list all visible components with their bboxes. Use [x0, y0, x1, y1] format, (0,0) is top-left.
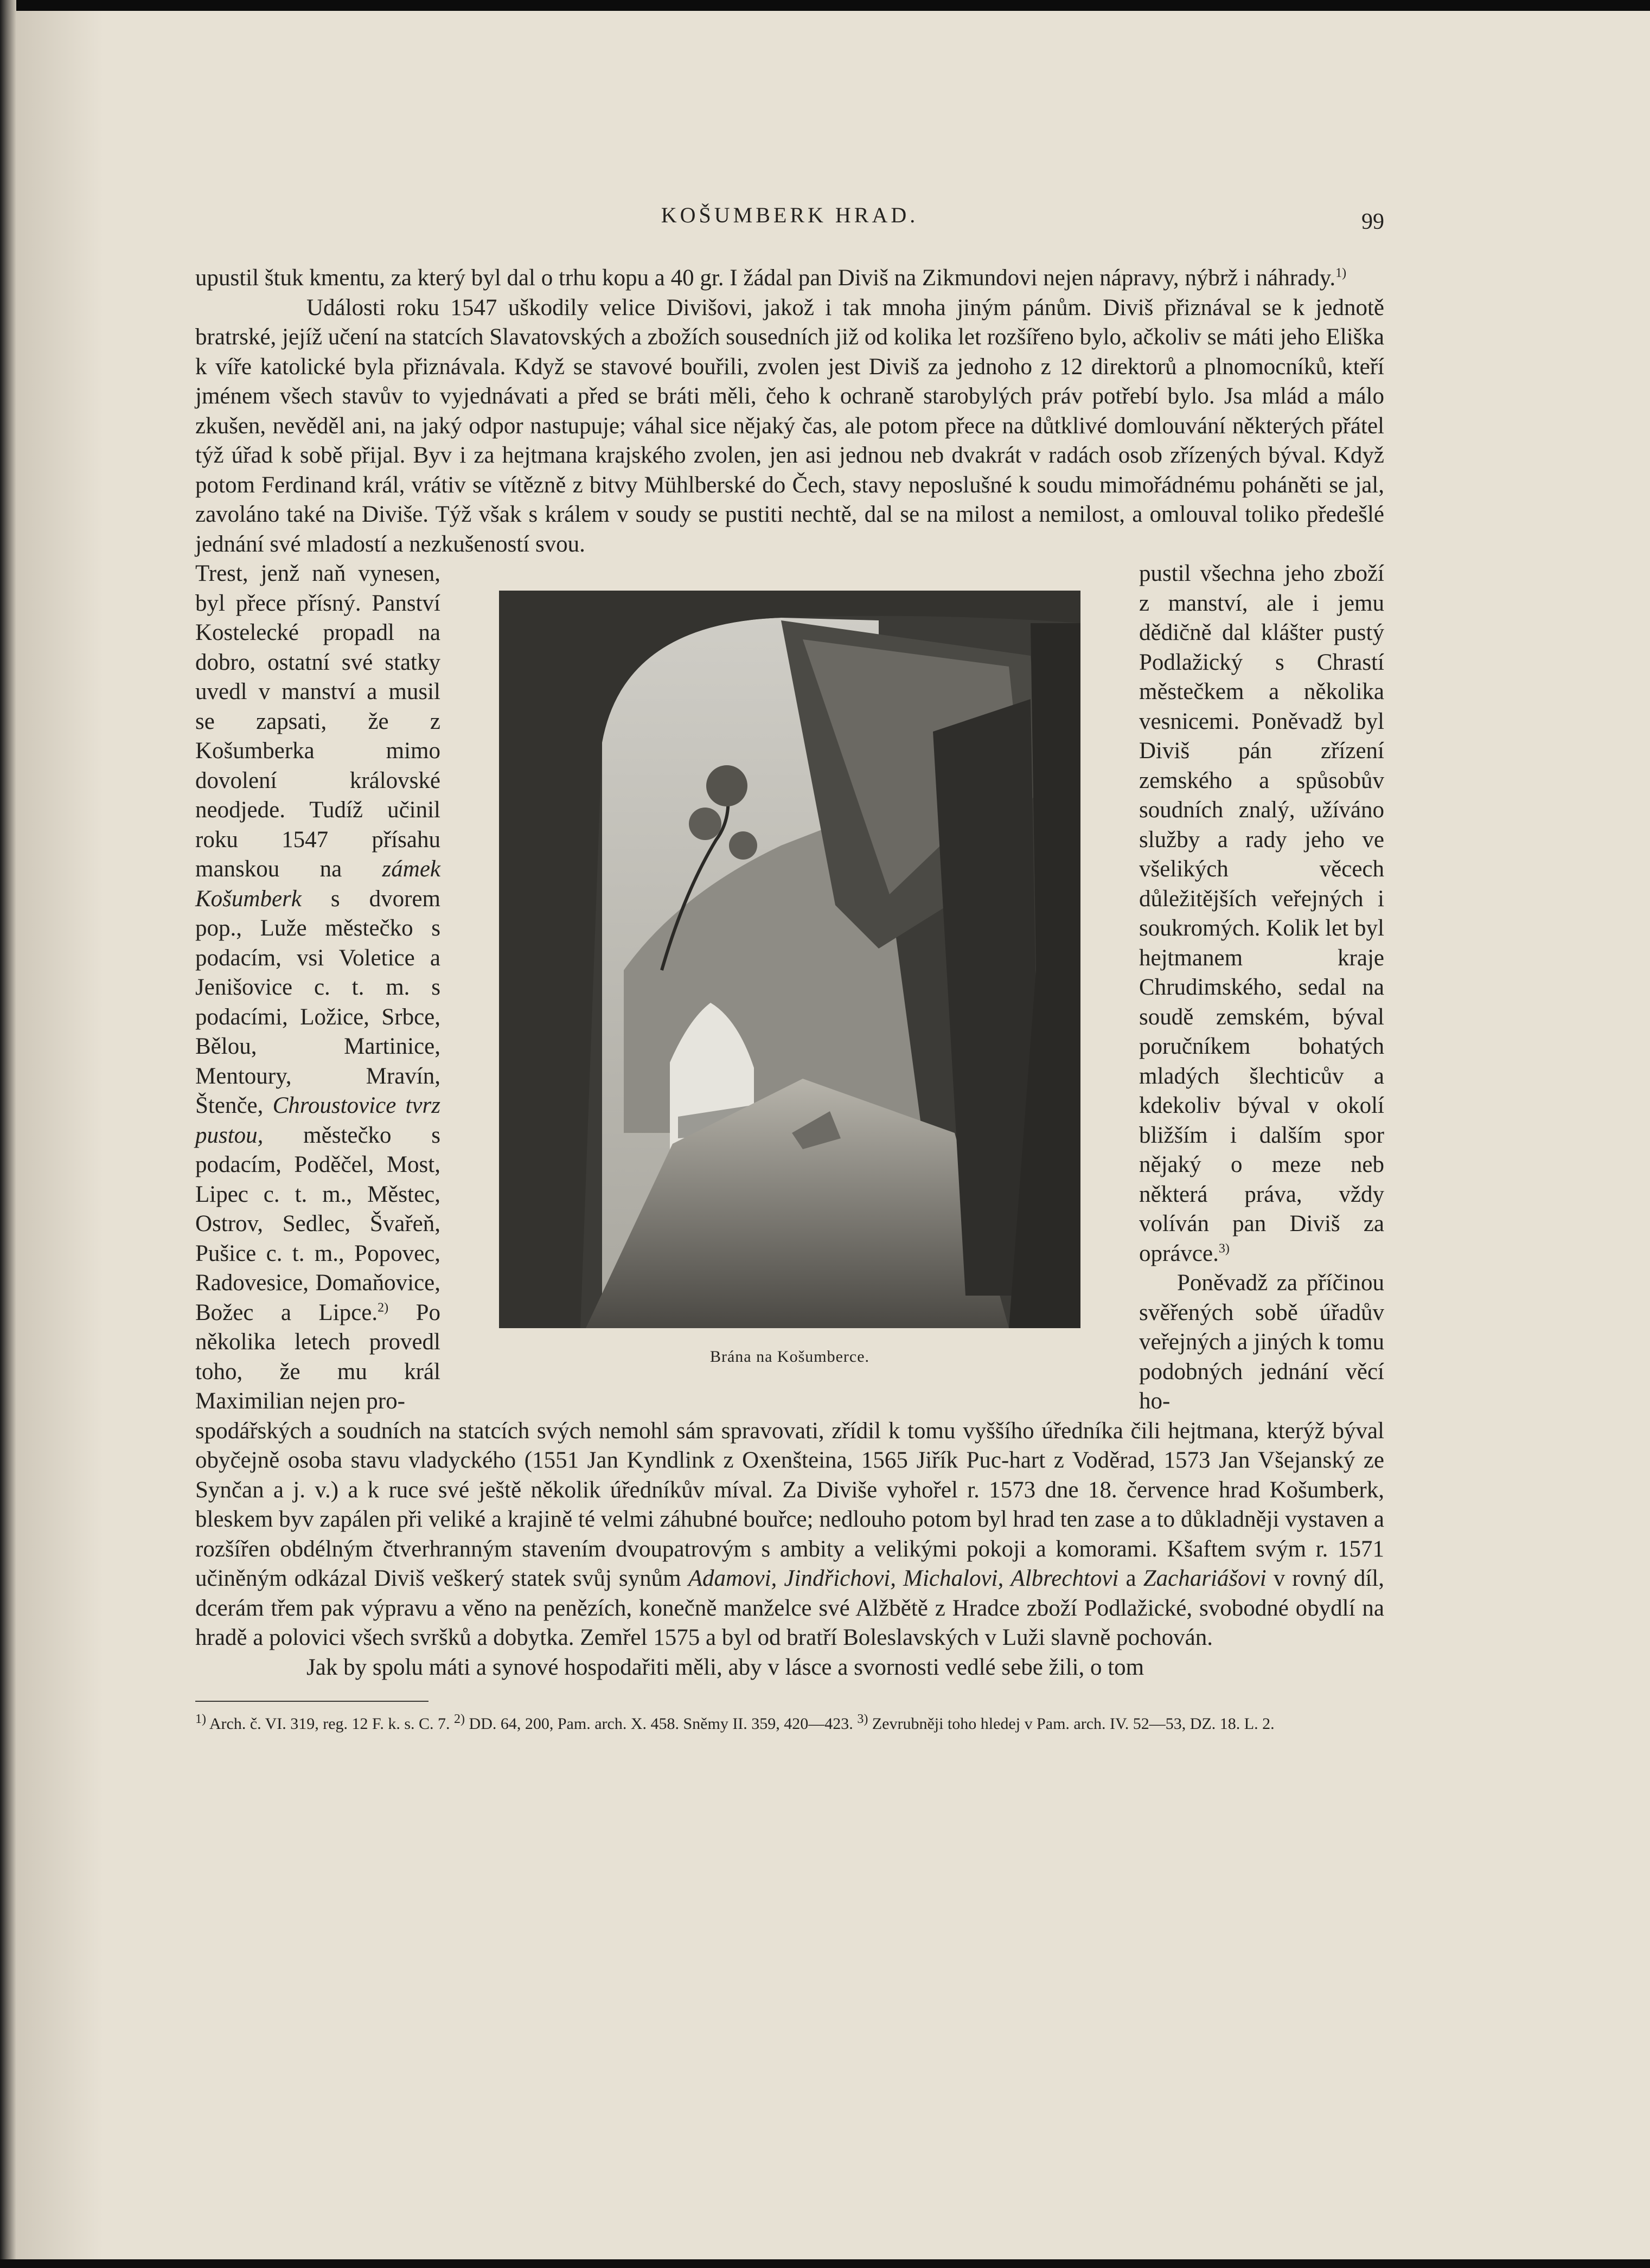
- paragraph-right: pustil všechna jeho zboží z manství, ale i jemu dědičně dal klášter pustý Podlažický s Chrastí městečkem a několika vesnicemi. Poněvadž byl Diviš pán zřízení zemského a spůsobův soudních znalý, užíváno služby a rady jeho ve všelikých věcech důležitějších veřejných i soukromých. Kolik let byl hejtmanem kraje Chrudimského, sedal na soudě zemském, býval poručníkem bohatých mladých šlechticův a kdekoliv býval v okolí bližším i dalším spor nějaký o meze neb některá práva, vždy volíván pan Diviš za oprávce.$^{3)}$: [1139, 561, 1384, 1266]
- footnote-3: Zevrubněji toho hledej v Pam. arch. IV. 52—53, DZ. 18. L. 2.: [868, 1715, 1275, 1733]
- text-column-left: [195, 559, 440, 1417]
- footnote-ref-1: 1): [1335, 266, 1347, 280]
- scan-border-left: [0, 0, 16, 2268]
- scan-border-bottom: [0, 2259, 1650, 2268]
- book-gutter: [16, 11, 103, 2268]
- text-top-block: [195, 264, 1384, 559]
- paragraph-left: Trest, jenž naň vynesen, byl přece přísný. Panství Kostelecké propadl na dobro, ostatní své statky uvedl v manství a musil se zapsati, že z Košumberka mimo dovolení královské neodjede. Tudíž učinil roku 1547 přísahu manskou na zámek Košumberk s dvorem pop., Luže městečko s podacím, vsi Voletice a Jenišovice c. t. m. s podacími, Ložice, Srbce, Bělou, Martinice, Mentoury, Mravín, Štenče, Chroustovice tvrz pustou, městečko s podacím, Poděčel, Most, Lipec c. t. m., Městec, Ostrov, Sedlec, Švařeň, Pušice c. t. m., Popovec, Radovesice, Domaňovice, Božec a Lipce.$^{2)}$ Po několika letech provedl toho, že mu král Maximilian nejen pro-: [195, 561, 441, 1414]
- scan-border-top: [0, 0, 1650, 11]
- figure-wrap-block: [195, 559, 1384, 1417]
- footnote-mark-3: 3): [857, 1712, 868, 1726]
- footnote-mark-1: 1): [195, 1712, 206, 1726]
- figure: [498, 559, 1082, 1417]
- paragraph-right-2: Poněvadž za příčinou svěřených sobě úřadův veřejných a jiných k tomu podobných jednání věcí ho-: [1139, 1270, 1384, 1414]
- paragraph-3: spodářských a soudních na statcích svých nemohl sám spravovati, zřídil k tomu vyššího úředníka čili hejtmana, kterýž býval obyčejně osoba stavu vladyckého (1551 Jan Kyndlink z Oxenšteina, 1565 Jiřík Puc-hart z Voděrad, 1573 Jan Všejanský ze Synčan a j. v.) a k ruce své ještě několik úředníkův míval. Za Diviše vyhořel r. 1573 dne 18. července hrad Košumberk, bleskem byv zapálen při veliké a krajině té velmi záhubné bouřce; nedlouho potom byl hrad ten zase a to důkladněji vystaven a rozšířen obdélným čtverhranným stavením dvoupatrovým s ambity a velikými pokoji a komorami. Kšaftem svým r. 1571 učiněným odkázal Diviš veškerý statek svůj synům Adamovi, Jindřichovi, Michalovi, Albrechtovi a Zachariášovi v rovný díl, dcerám třem pak výpravu a věno na penězích, konečně manželce své Alžbětě z Hradce zboží Podlažické, svobodné obydlí na hradě a polovici všech svršků a dobytka. Zemřel 1575 a byl od bratří Boleslavských v Luži slavně pochován.: [195, 1418, 1385, 1650]
- estate-name-italic: zámek Košumberk: [195, 856, 440, 912]
- son-name-jindrich: Jindřichovi,: [784, 1566, 897, 1591]
- footnote-mark-2: 2): [454, 1712, 465, 1726]
- main-text: [195, 264, 1384, 1682]
- running-title: KOŠUMBERK HRAD.: [661, 203, 919, 227]
- footnotes: [195, 1714, 1384, 1734]
- footnote-ref-2: 2): [378, 1300, 389, 1315]
- paragraph-2: Události roku 1547 uškodily velice Divišovi, jakož i tak mnoha jiným pánům. Diviš přiznával se k jednotě bratrské, jejíž učení na statcích Slavatovských a zbožích sousedních již od kolika let rozšířeno bylo, ačkoliv se máti jeho Eliška k víře katolické byla přiznávala. Když se stavové bouřili, zvolen jest Diviš za jednoho z 12 direktorů a plnomocníků, kteří jménem všech stavův to vyjednávati a před se bráti měli, čeho k ochraně starobylých práv potřebí bylo. Jsa mlád a málo zkušen, nevěděl ani, na jaký odpor nastupuje; váhal sice nějaký čas, ale potom přece na důtklivé domlouvání některých přátel týž úřad k sobě přijal. Byv i za hejtmana krajského zvolen, jen asi jednou neb dvakrát v radách osob zřízených býval. Když potom Ferdinand král, vrátiv se vítězně z bitvy Mühlberské do Čech, stavy neposlušné k soudu mimořádnému poháněti se jal, zavoláno také na Diviše. Týž však s králem v soudy se pustiti nechtě, dal se na milost a nemilost, a omlouval toliko předešlé jednání své mladostí a nezkušeností svou.: [195, 294, 1384, 557]
- footnote-2: DD. 64, 200, Pam. arch. X. 458. Sněmy II. 359, 420—423.: [465, 1715, 858, 1733]
- paragraph-4: Jak by spolu máti a synové hospodařiti měli, aby v lásce a svornosti vedlé sebe žili, o tom: [306, 1654, 1144, 1680]
- son-name-adam: Adamovi,: [688, 1566, 777, 1591]
- fortress-name-italic: Chroustovice tvrz pustou,: [195, 1093, 441, 1148]
- gate-engraving-illustration: [499, 591, 1080, 1328]
- text-bottom-block: [195, 1417, 1384, 1683]
- book-page: [195, 195, 1384, 1734]
- paragraph-1: upustil štuk kmentu, za který byl dal o trhu kopu a 40 gr. I žádal pan Diviš na Zikmundovi nejen nápravy, nýbrž i náhrady.$^{1)}$: [195, 265, 1347, 291]
- son-name-michal: Michalovi,: [903, 1566, 1004, 1591]
- footnote-divider: [195, 1701, 429, 1702]
- footnote-1: Arch. č. VI. 319, reg. 12 F. k. s. C. 7.: [206, 1715, 455, 1733]
- figure-caption: Brána na Košumberce.: [709, 1348, 870, 1366]
- page-number: 99: [1361, 209, 1384, 234]
- running-header: [195, 195, 1384, 233]
- son-name-zachariash: Zachariášovi: [1143, 1566, 1267, 1591]
- son-name-albrecht: Albrechtovi: [1011, 1566, 1119, 1591]
- text-column-right: [1139, 559, 1384, 1417]
- footnote-ref-3: 3): [1218, 1241, 1230, 1256]
